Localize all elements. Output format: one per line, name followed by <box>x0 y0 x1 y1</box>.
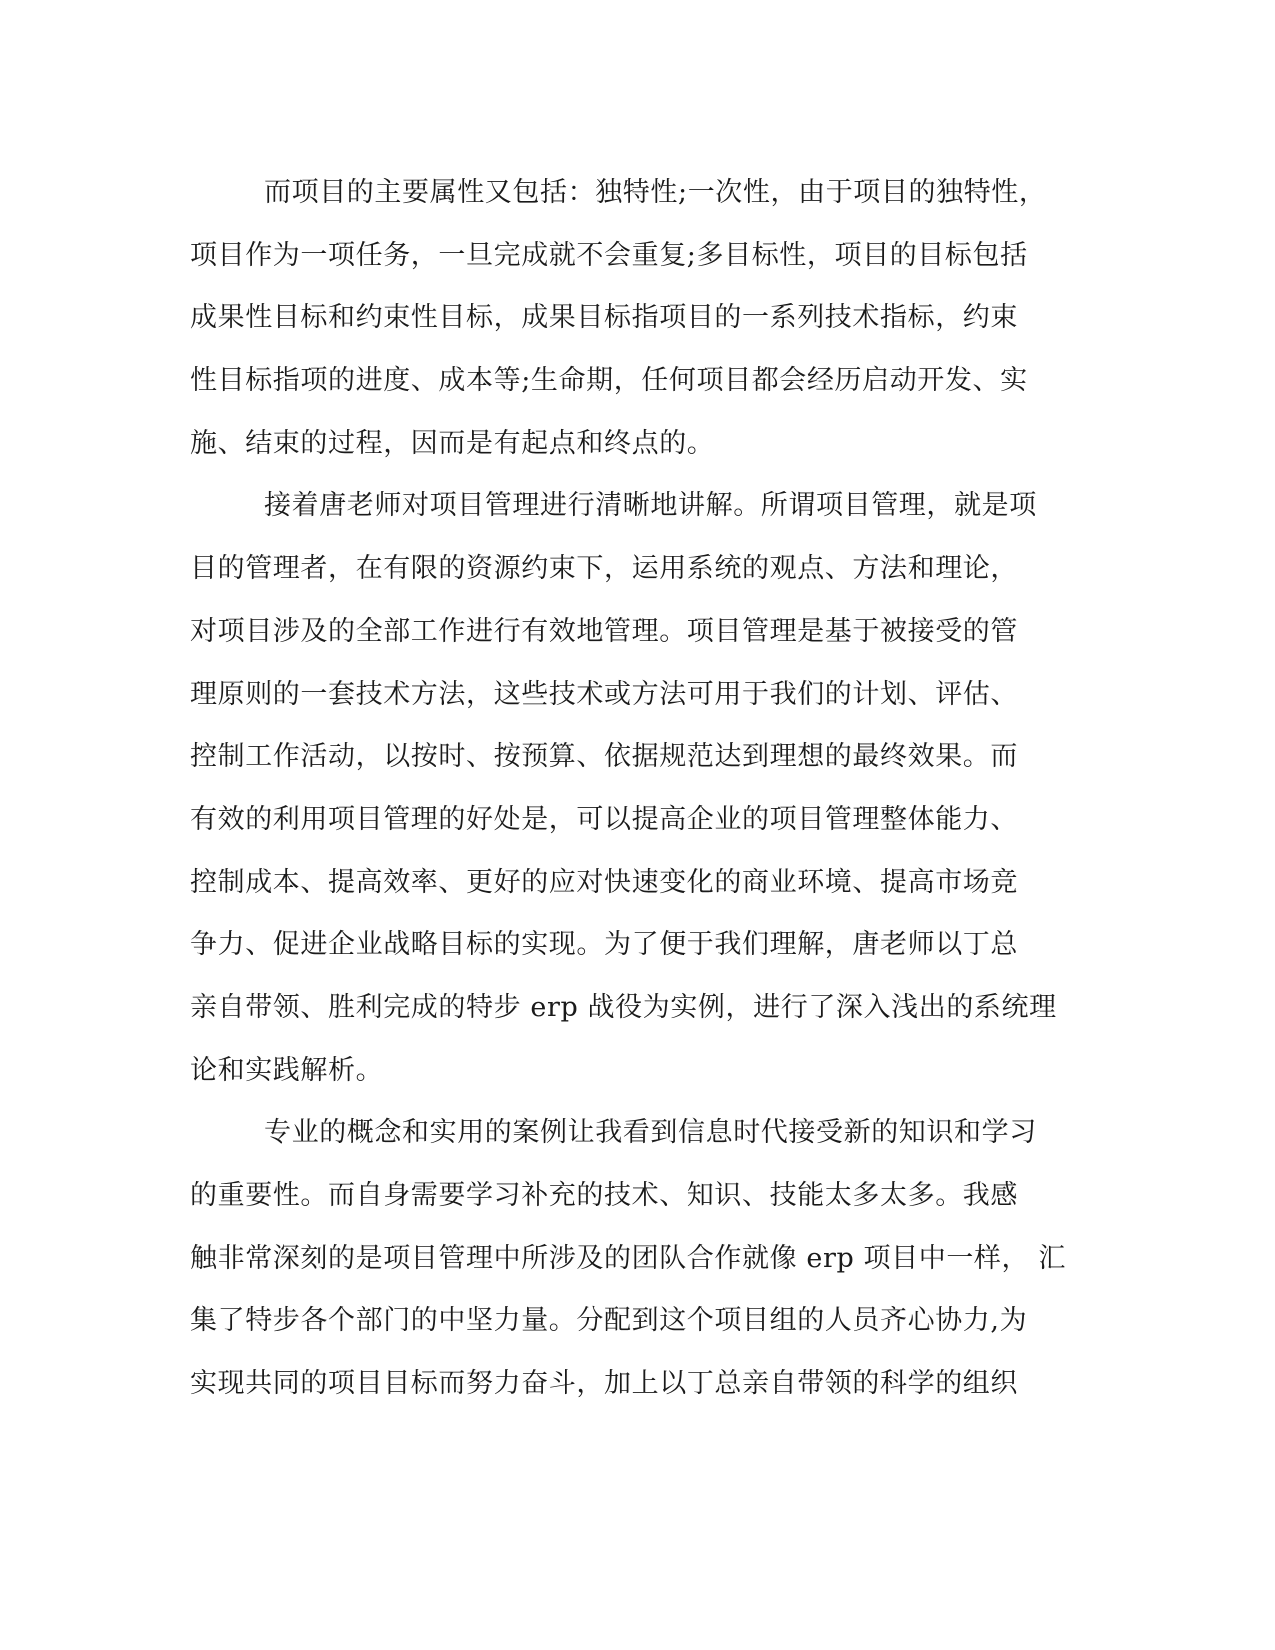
body-text <box>190 162 1090 1416</box>
text-line: 成果性目标和约束性目标，成果目标指项目的一系列技术指标，约束 <box>190 302 1018 334</box>
text-line: 的重要性。而自身需要学习补充的技术、知识、技能太多太多。我感 <box>190 1180 1018 1211</box>
text-line: 而项目的主要属性又包括：独特性;一次性，由于项目的独特性， <box>264 177 1047 208</box>
paragraph-teamwork-reflection <box>190 1102 1090 1415</box>
paragraph-project-attributes <box>190 162 1090 475</box>
text-line: 争力、促进企业战略目标的实现。为了便于我们理解，唐老师以丁总 <box>190 929 1018 961</box>
text-line: 亲自带领、胜利完成的特步 erp 战役为实例，进行了深入浅出的系统理 <box>190 991 1057 1023</box>
text-line: 性目标指项的进度、成本等;生命期，任何项目都会经历启动开发、实 <box>190 365 1028 397</box>
text-line: 实现共同的项目目标而努力奋斗，加上以丁总亲自带领的科学的组织 <box>190 1368 1018 1400</box>
text-line: 理原则的一套技术方法，这些技术或方法可用于我们的计划、评估、 <box>190 678 1018 710</box>
text-line: 目的管理者，在有限的资源约束下，运用系统的观点、方法和理论， <box>190 553 1018 585</box>
paragraph-project-management <box>190 475 1090 1102</box>
text-line: 专业的概念和实用的案例让我看到信息时代接受新的知识和学习 <box>264 1117 1037 1149</box>
text-line: 集了特步各个部门的中坚力量。分配到这个项目组的人员齐心协力,为 <box>190 1305 1028 1337</box>
text-line: 触非常深刻的是项目管理中所涉及的团队合作就像 erp 项目中一样， 汇 <box>190 1242 1066 1274</box>
text-line: 施、结束的过程，因而是有起点和终点的。 <box>190 427 715 459</box>
text-line: 有效的利用项目管理的好处是，可以提高企业的项目管理整体能力、 <box>190 803 1018 835</box>
text-line: 论和实践解析。 <box>190 1054 384 1086</box>
text-line: 控制成本、提高效率、更好的应对快速变化的商业环境、提高市场竞 <box>190 866 1018 898</box>
text-line: 接着唐老师对项目管理进行清晰地讲解。所谓项目管理，就是项 <box>264 490 1037 522</box>
text-line: 对项目涉及的全部工作进行有效地管理。项目管理是基于被接受的管 <box>190 615 1018 647</box>
text-line: 项目作为一项任务，一旦完成就不会重复;多目标性，项目的目标包括 <box>190 239 1028 271</box>
text-line: 控制工作活动，以按时、按预算、依据规范达到理想的最终效果。而 <box>190 741 1018 773</box>
